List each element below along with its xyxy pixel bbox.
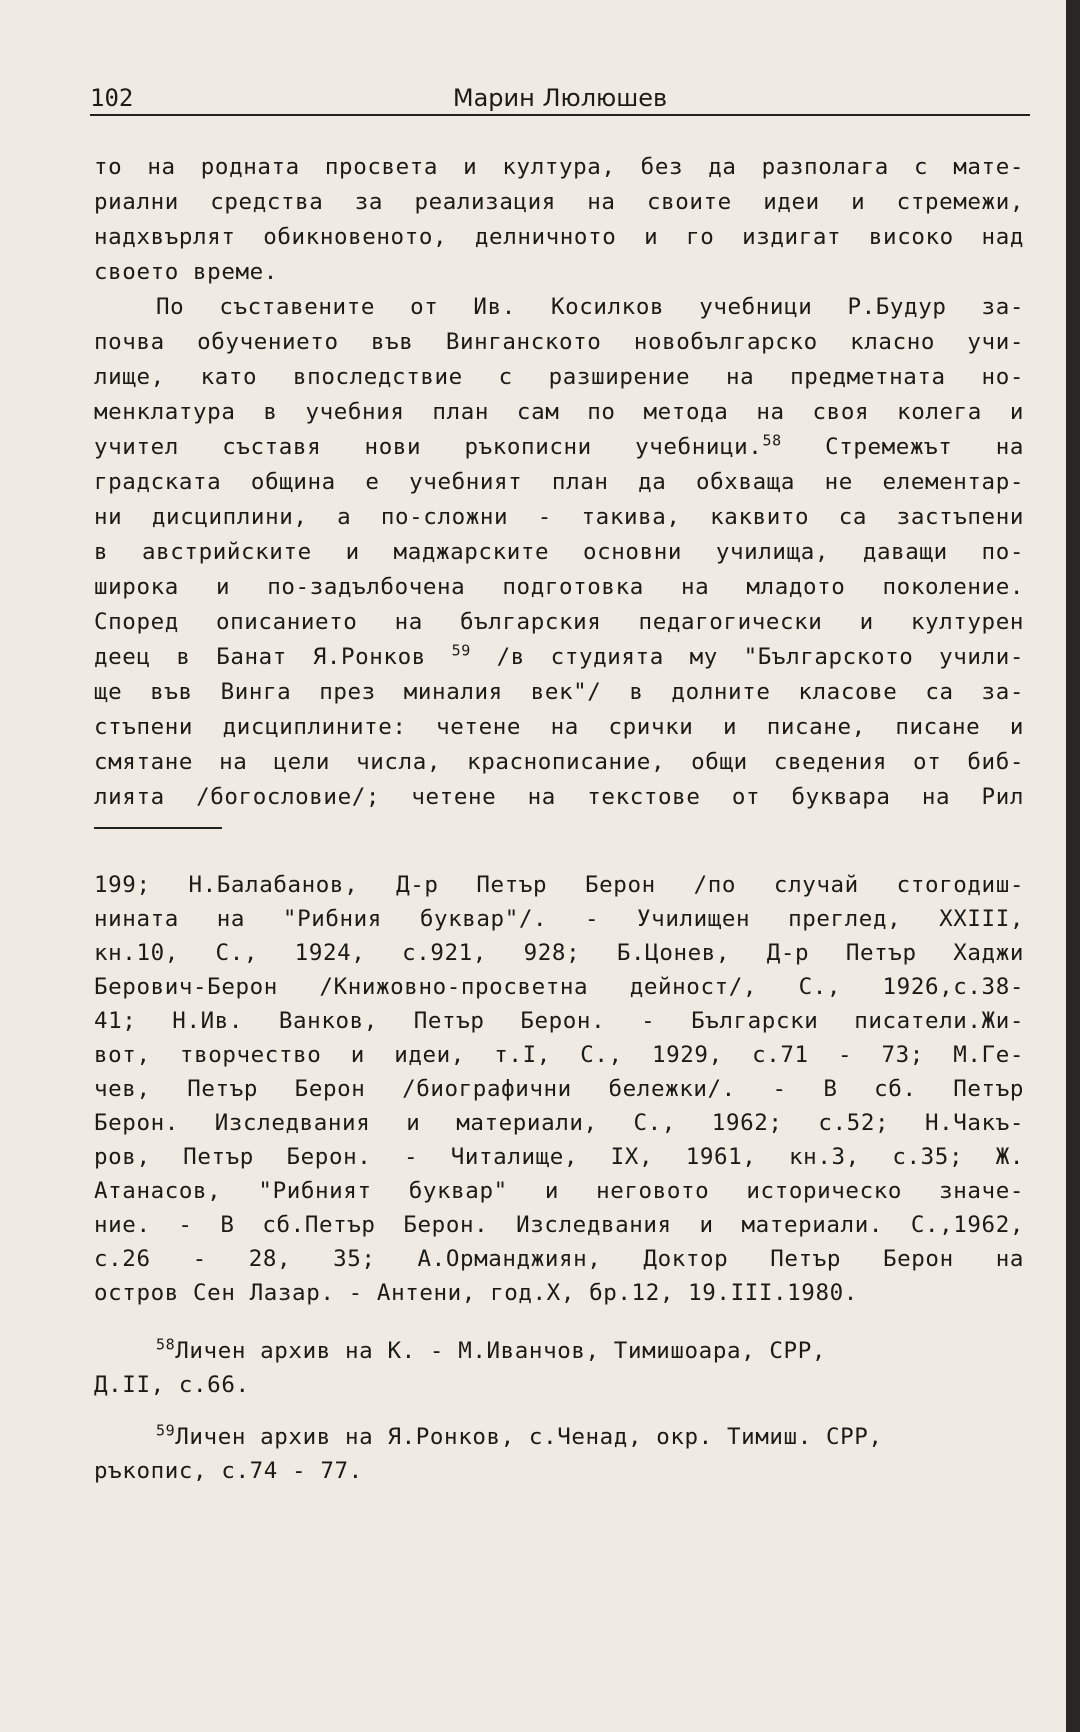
footnote-line: вот, творчество и идеи, т.I, С., 1929, с.71 - 73; М.Ге- [94, 1042, 1024, 1068]
body-line-tail: /в студията му "Българското учили- [496, 644, 1024, 670]
footnote-line: остров Сен Лазар. - Антени, год.X, бр.12, 19.III.1980. [94, 1280, 858, 1306]
body-line-indent: По съставените от Ив. Косилков учебници Р.Будур за- [156, 294, 1024, 320]
footnote-separator [94, 827, 222, 829]
footnote-59-text: Личен архив на Я.Ронков, с.Ченад, окр. Тимиш. СРР, [175, 1424, 883, 1450]
body-line: стъпени дисциплините: четене на срички и писане, писане и [94, 714, 1024, 740]
body-line-with-footnote [94, 642, 1024, 672]
footnote-ref-58: 58 [762, 431, 782, 450]
footnote-line: ров, Петър Берон. - Читалище, IX, 1961, кн.3, с.35; Ж. [94, 1144, 1024, 1170]
body-line: лище, като впоследствие с разширение на предметната но- [94, 364, 1024, 390]
body-line: ни дисциплини, а по-сложни - такива, каквито са застъпени [94, 504, 1024, 530]
page-number: 102 [90, 84, 134, 112]
body-line: риални средства за реализация на своите идеи и стремежи, [94, 189, 1024, 215]
running-head: Марин Люлюшев [452, 84, 668, 112]
page-header [90, 84, 1030, 116]
footnote-line: нината на "Рибния буквар"/. - Училищен преглед, XXIII, [94, 906, 1024, 932]
footnote-59-line1 [156, 1422, 1024, 1452]
footnote-58-line1 [156, 1336, 1024, 1366]
footnote-line: 199; Н.Балабанов, Д-р Петър Берон /по случай стогодиш- [94, 872, 1024, 898]
footnote-line: кн.10, С., 1924, с.921, 928; Б.Цонев, Д-р Петър Хаджи [94, 940, 1024, 966]
body-line: своето време. [94, 259, 278, 285]
body-line-with-footnote [94, 432, 1024, 462]
body-line: лията /богословие/; четене на текстове от буквара на Рил [94, 784, 1024, 810]
body-line: ще във Винга през миналия век"/ в долните класове са за- [94, 679, 1024, 705]
body-line: почва обучението във Винганското новобългарско класно учи- [94, 329, 1024, 355]
body-line: надхвърлят обикновеното, делничното и го издигат високо над [94, 224, 1024, 250]
footnote-line: чев, Петър Берон /биографични бележки/. - В сб. Петър [94, 1076, 1024, 1102]
footnote-line: Атанасов, "Рибният буквар" и неговото историческо значе- [94, 1178, 1024, 1204]
footnote-58-line2: Д.II, с.66. [94, 1372, 250, 1398]
body-line-text: деец в Банат Я.Ронков [94, 644, 426, 670]
body-line: Според описанието на българския педагогически и културен [94, 609, 1024, 635]
body-line: в австрийските и маджарските основни училища, даващи по- [94, 539, 1024, 565]
footnote-line: ние. - В сб.Петър Берон. Изследвания и материали. С.,1962, [94, 1212, 1024, 1238]
footnote-59-mark: 59 [156, 1421, 176, 1440]
body-line: менклатура в учебния план сам по метода на своя колега и [94, 399, 1024, 425]
footnote-58-text: Личен архив на К. - М.Иванчов, Тимишоара, СРР, [175, 1338, 826, 1364]
page-edge-shadow [1066, 0, 1080, 1732]
body-line-text: учител съставя нови ръкописни учебници. [94, 434, 763, 460]
body-line: то на родната просвета и култура, без да разполага с мате- [94, 154, 1024, 180]
footnote-line: Берович-Берон /Книжовно-просветна дейност/, С., 1926,с.38- [94, 974, 1024, 1000]
body-line-tail: Стремежът на [825, 434, 1025, 460]
body-line: широка и по-задълбочена подготовка на младото поколение. [94, 574, 1024, 600]
body-line: градската община е учебният план да обхваща не елементар- [94, 469, 1024, 495]
footnote-58-mark: 58 [156, 1335, 176, 1354]
footnote-59-line2: ръкопис, с.74 - 77. [94, 1458, 363, 1484]
footnote-ref-59: 59 [451, 641, 471, 660]
body-line: смятане на цели числа, краснописание, общи сведения от биб- [94, 749, 1024, 775]
footnote-line: Берон. Изследвания и материали, С., 1962; с.52; Н.Чакъ- [94, 1110, 1024, 1136]
footnote-line: 41; Н.Ив. Ванков, Петър Берон. - Български писатели.Жи- [94, 1008, 1024, 1034]
footnote-line: с.26 - 28, 35; А.Орманджиян, Доктор Петър Берон на [94, 1246, 1024, 1272]
